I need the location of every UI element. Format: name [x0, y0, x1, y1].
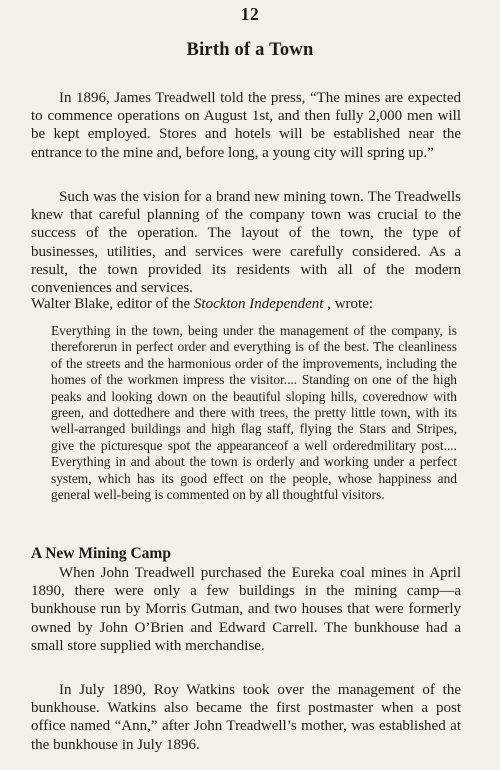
intro-suffix: , wrote: — [323, 296, 374, 312]
paragraph-text — [31, 295, 461, 313]
block-quote: Everything in the town, being under the management of the company, is thereforerun in perfect order and everything is of the best. The cleanliness of the streets and the harmonious order of the improvements, including the homes of the workmen impress the visitor.... Standing on one of the high peaks and looking down on the beautiful sloping hills, coverednow with green, and dottedhere and there with trees, the pretty little town, with its well-arranged buildings and high flag staff, flying the Stars and Stripes, give the picturesque spot the appearanceof a well orderedmilitary post.... Everything in and about the town is orderly and working under a perfect system, which has its good effect on the people, whose happiness and general well-being is commented on by all thoughtful visitors. — [51, 323, 457, 503]
paragraph-text: When John Treadwell purchased the Eureka coal mines in April 1890, there were only a few buildings in the mining camp—a bunkhouse run by Morris Gutman, and two houses that were formerly owned by John O’Brien and Edward Carrell. The bunkhouse had a small store supplied with merchandise. — [31, 565, 461, 654]
paragraph-text: Such was the vision for a brand new mining town. The Treadwells knew that careful planning of the company town was crucial to the success of the operation. The layout of the town, the type of businesses, utilities, and services were carefully considered. As a result, the town provided its residents with all of the modern conveniences and services. — [31, 189, 461, 297]
publication-name: Stockton Independent — [193, 296, 324, 312]
paragraph-2 — [31, 188, 461, 297]
section-heading: A New Mining Camp — [31, 545, 171, 562]
paragraph-text: In 1896, James Treadwell told the press, “The mines are expected to commence operations on August 1st, and then fully 2,000 men will be kept employed. Stores and hotels will be established near the entrance to the mine and, before long, a young city will spring up.” — [31, 90, 461, 161]
intro-text: Walter Blake, editor of the — [31, 296, 194, 312]
paragraph-1 — [31, 89, 461, 162]
page-number: 12 — [240, 4, 260, 24]
paragraph-text: In July 1890, Roy Watkins took over the management of the bunkhouse. Watkins also became the first postmaster when a post office named “Ann,” after John Treadwell’s mother, was established at the bunkhouse in July 1896. — [31, 682, 461, 753]
chapter-title: Birth of a Town — [186, 40, 314, 60]
paragraph-4 — [31, 564, 461, 655]
paragraph-3 — [31, 295, 461, 313]
paragraph-5 — [31, 681, 461, 754]
